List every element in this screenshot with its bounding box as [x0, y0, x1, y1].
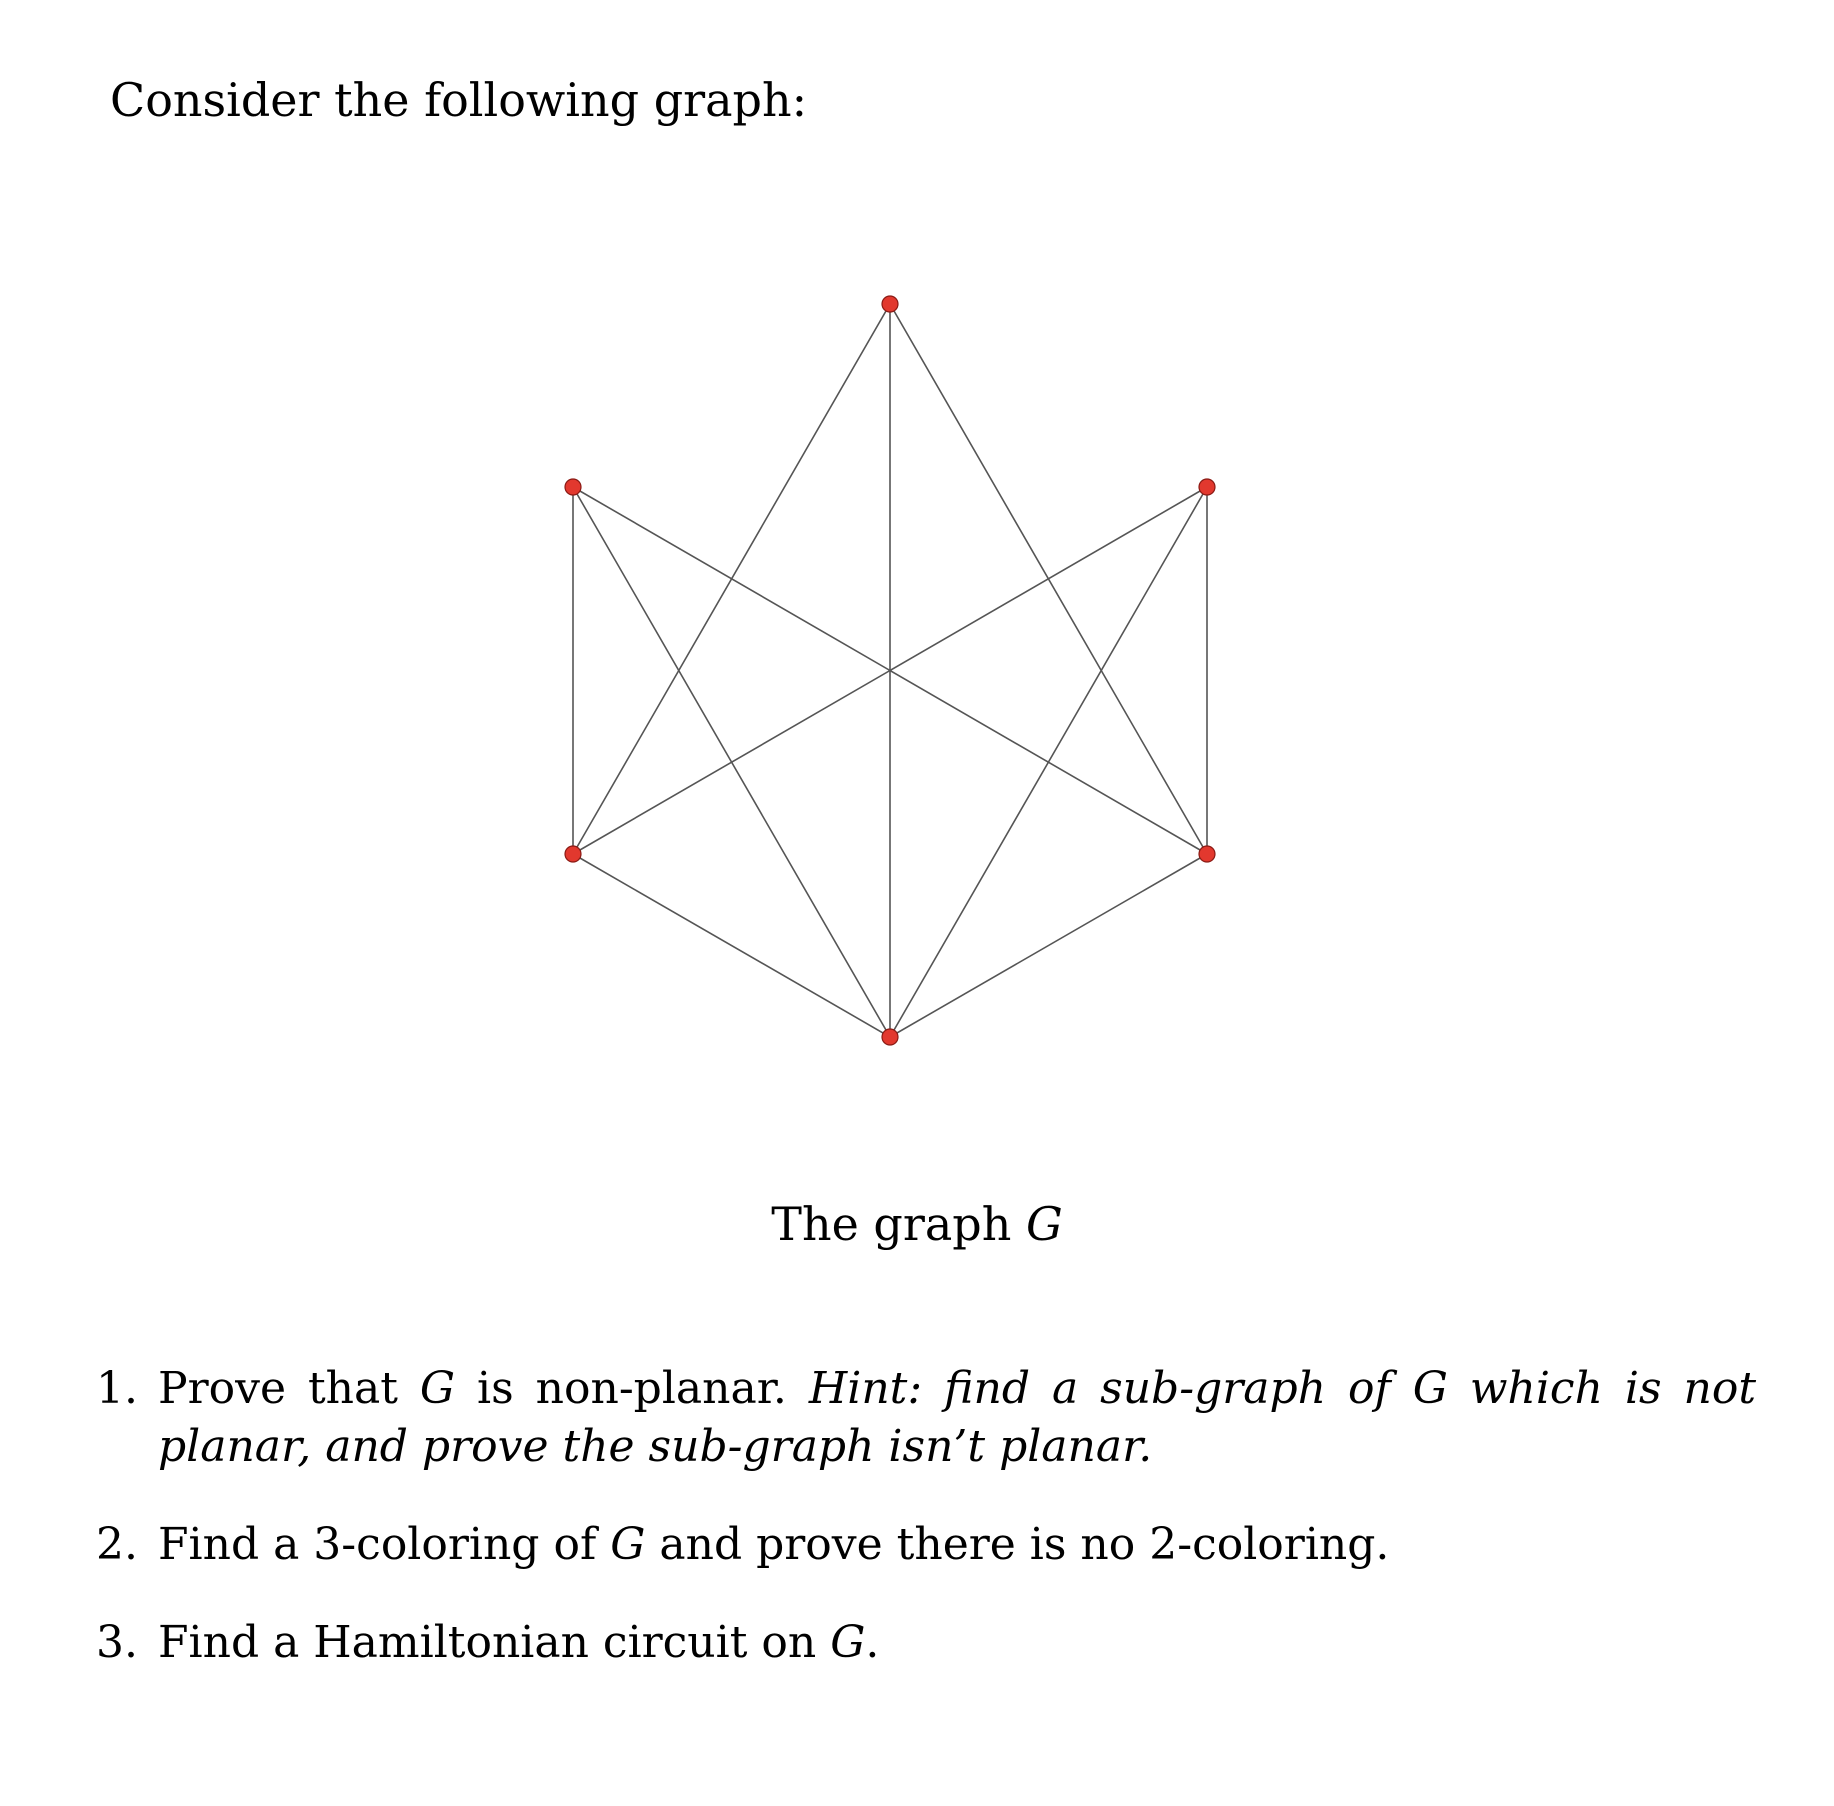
- text-run: Find a 3-coloring of: [158, 1519, 611, 1570]
- vertex-bottom: [882, 1029, 898, 1045]
- vertex-upper-right: [1199, 479, 1215, 495]
- question-text: [158, 1614, 1756, 1672]
- graph-edges: [573, 304, 1207, 1037]
- math-variable: G: [830, 1617, 866, 1668]
- text-run: and prove there is no 2-coloring.: [645, 1519, 1390, 1570]
- text-run: is non-planar.: [455, 1363, 809, 1414]
- caption-variable: G: [1025, 1197, 1063, 1251]
- math-variable: G: [419, 1363, 456, 1414]
- edge-upper-right-bottom: [890, 487, 1207, 1037]
- edge-lower-left-bottom: [573, 854, 890, 1037]
- question-text: [158, 1360, 1756, 1476]
- question-number: 1.: [96, 1363, 138, 1414]
- question-item: [96, 1516, 1756, 1574]
- text-run: Prove that: [158, 1363, 420, 1414]
- intro-text: Consider the following graph:: [110, 73, 808, 127]
- edge-lower-right-bottom: [890, 854, 1207, 1037]
- vertex-lower-left: [565, 846, 581, 862]
- question-number: 3.: [96, 1617, 138, 1668]
- text-run: .: [865, 1617, 880, 1668]
- question-number: 2.: [96, 1519, 138, 1570]
- hint-text: Hint: find a sub-graph of G which is not planar, and prove the sub-graph isn’t planar.: [158, 1363, 1756, 1472]
- question-list: [96, 1360, 1756, 1712]
- vertex-upper-left: [565, 479, 581, 495]
- vertex-top: [882, 296, 898, 312]
- question-text: [158, 1516, 1756, 1574]
- math-variable: G: [610, 1519, 646, 1570]
- text-run: Find a Hamiltonian circuit on: [158, 1617, 831, 1668]
- caption-text: The graph: [771, 1197, 1026, 1251]
- question-item: [96, 1614, 1756, 1672]
- vertex-lower-right: [1199, 846, 1215, 862]
- question-item: [96, 1360, 1756, 1476]
- figure-caption: [0, 1196, 1834, 1252]
